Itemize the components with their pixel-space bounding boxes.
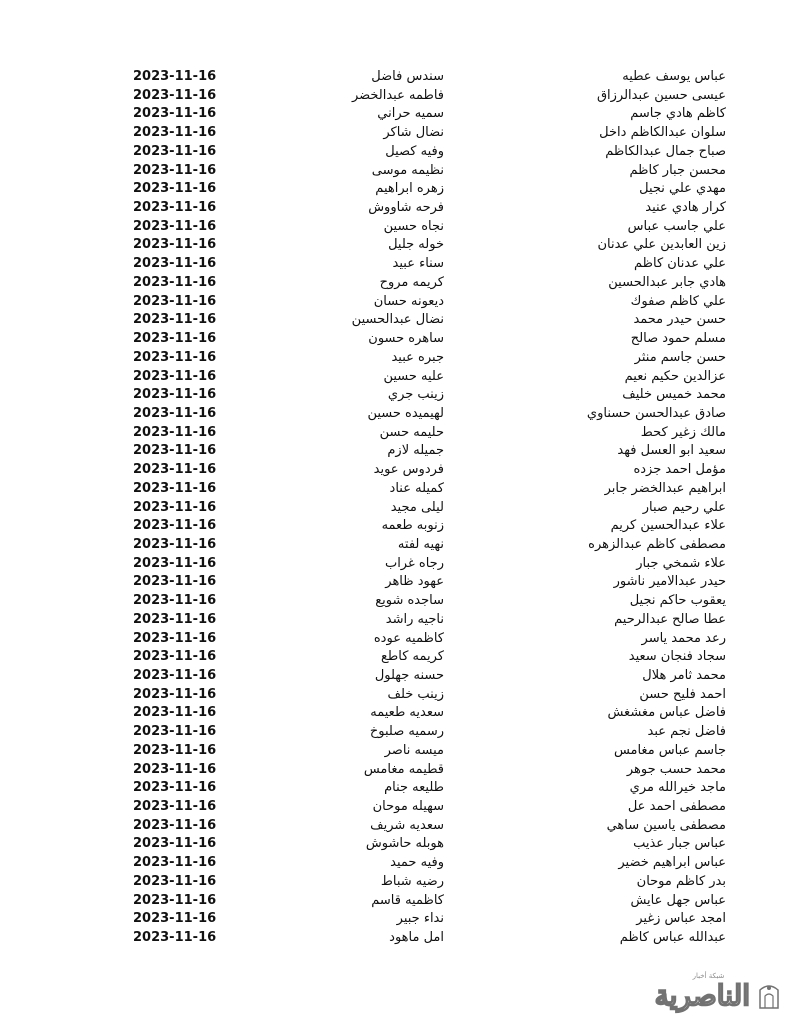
mother-name: هوبله حاشوش — [365, 836, 444, 852]
person-name: سجاد فنجان سعيد — [628, 649, 726, 665]
mother-name: ساهره حسون — [368, 331, 444, 347]
date-value: 2023-11-16 — [133, 761, 217, 777]
date-value: 2023-11-16 — [133, 274, 217, 290]
mother-name: نظيمه موسى — [371, 162, 444, 178]
date-value: 2023-11-16 — [133, 443, 217, 459]
person-name: جاسم عباس مغامس — [613, 742, 726, 758]
mother-name: زينب جري — [387, 387, 444, 403]
mother-name: ناجيه راشد — [385, 611, 444, 627]
logo-text: الناصرية — [654, 978, 750, 1012]
mother-name: فرحه شاووش — [368, 200, 444, 216]
names-list — [0, 68, 792, 948]
person-name: مصطفى كاظم عبدالزهره — [588, 536, 726, 552]
date-value: 2023-11-16 — [133, 387, 217, 403]
date-value: 2023-11-16 — [133, 499, 217, 515]
mother-name: رسميه صلبوخ — [369, 724, 444, 740]
date-value: 2023-11-16 — [133, 668, 217, 683]
mother-name: نضال شاكر — [383, 125, 444, 141]
mother-name: نضال عبدالحسين — [351, 312, 444, 328]
mother-name: خوله جليل — [388, 237, 444, 253]
mother-name: نهيه لفته — [397, 536, 444, 552]
date-value: 2023-11-16 — [133, 87, 217, 103]
date-value: 2023-11-16 — [133, 312, 217, 328]
mother-name: فاطمه عبدالخضر — [351, 87, 444, 103]
date-value: 2023-11-16 — [133, 106, 217, 122]
list-row — [0, 311, 792, 330]
date-value: 2023-11-16 — [133, 817, 217, 833]
list-row — [0, 499, 792, 518]
person-name: عباس جبار عذيب — [633, 836, 726, 852]
list-row — [0, 592, 792, 611]
person-name: علي كاظم صفوك — [630, 293, 726, 309]
person-name: محمد حسب جوهر — [626, 761, 726, 777]
date-value: 2023-11-16 — [133, 368, 217, 384]
person-name: مصطفى ياسين ساهي — [606, 817, 726, 833]
list-row — [0, 686, 792, 705]
list-row — [0, 611, 792, 630]
date-value: 2023-11-16 — [133, 424, 217, 440]
person-name: صباح جمال عبدالكاظم — [605, 143, 726, 159]
date-value: 2023-11-16 — [133, 462, 217, 478]
mother-name: كميله عناد — [389, 480, 444, 496]
person-name: عبدالله عباس كاظم — [619, 930, 726, 946]
mother-name: ليلى مجيد — [390, 499, 444, 515]
date-value: 2023-11-16 — [133, 218, 217, 234]
person-name: مصطفى احمد عل — [627, 799, 726, 815]
list-row — [0, 517, 792, 536]
date-value: 2023-11-16 — [133, 200, 217, 216]
date-value: 2023-11-16 — [133, 143, 217, 159]
person-name: محمد ثامر هلال — [642, 668, 726, 683]
mother-name: زينب خلف — [387, 686, 444, 702]
list-row — [0, 405, 792, 424]
mother-name: سميه حراني — [377, 106, 444, 122]
list-row — [0, 779, 792, 798]
list-row — [0, 180, 792, 199]
list-row — [0, 817, 792, 836]
list-row — [0, 442, 792, 461]
logo-subtitle: شبكة أخبار — [692, 972, 725, 980]
mother-name: ديعونه حسان — [373, 293, 444, 309]
date-value: 2023-11-16 — [133, 611, 217, 627]
date-value: 2023-11-16 — [133, 705, 217, 721]
list-row — [0, 218, 792, 237]
person-name: مسلم حمود صالح — [630, 331, 726, 347]
person-name: محسن جبار كاظم — [629, 162, 726, 178]
mother-name: عليه حسين — [383, 368, 444, 384]
list-row — [0, 742, 792, 761]
person-name: يعقوب حاكم نجيل — [629, 593, 726, 609]
mother-name: ميسه ناصر — [384, 742, 444, 758]
list-row — [0, 274, 792, 293]
date-value: 2023-11-16 — [133, 780, 217, 796]
mother-name: سناء عبيد — [392, 256, 444, 272]
date-value: 2023-11-16 — [133, 649, 217, 665]
mother-name: كريمه مروح — [379, 274, 444, 290]
date-value: 2023-11-16 — [133, 836, 217, 852]
list-row — [0, 480, 792, 499]
mother-name: عهود ظاهر — [385, 574, 444, 590]
mother-name: وفيه حميد — [390, 855, 444, 871]
person-name: سلوان عبدالكاظم داخل — [599, 125, 726, 141]
mother-name: طليعه جنام — [384, 780, 444, 796]
person-name: مؤمل احمد جزده — [633, 462, 726, 478]
person-name: عباس يوسف عطيه — [622, 69, 726, 84]
date-value: 2023-11-16 — [133, 293, 217, 309]
list-row — [0, 573, 792, 592]
date-value: 2023-11-16 — [133, 742, 217, 758]
list-row — [0, 236, 792, 255]
mother-name: زنوبه طعمه — [381, 518, 444, 534]
date-value: 2023-11-16 — [133, 480, 217, 496]
list-row — [0, 630, 792, 649]
mother-name: كاظميه عوده — [373, 630, 444, 646]
date-value: 2023-11-16 — [133, 574, 217, 590]
mother-name: سعديه طعيمه — [370, 705, 444, 721]
mother-name: كريمه كاطع — [380, 649, 444, 665]
date-value: 2023-11-16 — [133, 930, 217, 946]
list-row — [0, 723, 792, 742]
person-name: حسن حيدر محمد — [633, 312, 726, 328]
date-value: 2023-11-16 — [133, 237, 217, 253]
mother-name: وفيه كصيل — [385, 143, 444, 159]
person-name: كرار هادي عنيد — [645, 200, 726, 216]
date-value: 2023-11-16 — [133, 555, 217, 571]
list-row — [0, 68, 792, 87]
list-row — [0, 368, 792, 387]
list-row — [0, 648, 792, 667]
list-row — [0, 424, 792, 443]
list-row — [0, 536, 792, 555]
date-value: 2023-11-16 — [133, 181, 217, 197]
date-value: 2023-11-16 — [133, 911, 217, 927]
person-name: ابراهيم عبدالخضر جابر — [604, 480, 726, 496]
date-value: 2023-11-16 — [133, 349, 217, 365]
mother-name: حسنه جهلول — [374, 668, 444, 683]
mother-name: كاظميه قاسم — [371, 892, 444, 908]
list-row — [0, 330, 792, 349]
list-row — [0, 87, 792, 106]
person-name: عزالدين حكيم نعيم — [624, 368, 726, 384]
person-name: سعيد ابو العسل فهد — [617, 443, 726, 459]
person-name: صادق عبدالحسن حسناوي — [586, 405, 726, 421]
list-row — [0, 761, 792, 780]
person-name: حسن جاسم منثر — [634, 349, 726, 365]
list-row — [0, 892, 792, 911]
mother-name: سهيله موحان — [372, 799, 444, 815]
list-row — [0, 349, 792, 368]
date-value: 2023-11-16 — [133, 799, 217, 815]
mother-name: فردوس عويد — [373, 462, 444, 478]
person-name: كاظم هادي جاسم — [630, 106, 726, 122]
person-name: مهدي علي نجيل — [639, 181, 726, 197]
person-name: ماجد خيرالله مري — [629, 780, 726, 796]
person-name: عباس ابراهيم خضير — [618, 855, 726, 871]
list-row — [0, 555, 792, 574]
person-name: علاء شمخي جبار — [636, 555, 726, 571]
mother-name: جبره عبيد — [391, 349, 444, 365]
list-row — [0, 293, 792, 312]
list-row — [0, 798, 792, 817]
person-name: بدر كاظم موحان — [636, 873, 726, 889]
mother-name: امل ماهود — [389, 930, 444, 946]
person-name: احمد فليح حسن — [639, 686, 726, 702]
mother-name: حليمه حسن — [379, 424, 444, 440]
date-value: 2023-11-16 — [133, 686, 217, 702]
date-value: 2023-11-16 — [133, 162, 217, 178]
mother-name: نداء جبير — [396, 911, 444, 927]
person-name: عيسى حسين عبدالرزاق — [596, 87, 726, 103]
person-name: امجد عباس زغير — [636, 911, 726, 927]
list-row — [0, 162, 792, 181]
date-value: 2023-11-16 — [133, 873, 217, 889]
watermark-logo — [654, 972, 782, 1012]
mother-name: نجاه حسين — [383, 218, 444, 234]
mother-name: قطيمه مغامس — [363, 761, 444, 777]
person-name: رعد محمد ياسر — [641, 630, 726, 646]
date-value: 2023-11-16 — [133, 855, 217, 871]
person-name: علاء عبدالحسين كريم — [610, 518, 726, 534]
list-row — [0, 105, 792, 124]
date-value: 2023-11-16 — [133, 593, 217, 609]
mother-name: رضيه شباط — [380, 873, 444, 889]
date-value: 2023-11-16 — [133, 892, 217, 908]
date-value: 2023-11-16 — [133, 724, 217, 740]
person-name: فاضل نجم عبد — [647, 724, 726, 740]
date-value: 2023-11-16 — [133, 536, 217, 552]
person-name: علي رحيم صبار — [642, 499, 726, 515]
person-name: عطا صالح عبدالرحيم — [614, 611, 726, 627]
mother-name: سعديه شريف — [370, 817, 444, 833]
date-value: 2023-11-16 — [133, 256, 217, 272]
mother-name: جميله لازم — [387, 443, 444, 459]
person-name: محمد خميس خليف — [622, 387, 726, 403]
list-row — [0, 873, 792, 892]
person-name: زين العابدين علي عدنان — [597, 237, 726, 253]
logo-emblem-icon — [756, 980, 782, 1010]
mother-name: لهيميده حسين — [367, 405, 444, 421]
list-row — [0, 199, 792, 218]
mother-name: رجاه غراب — [384, 555, 444, 571]
date-value: 2023-11-16 — [133, 405, 217, 421]
list-row — [0, 255, 792, 274]
mother-name: سندس فاضل — [371, 69, 444, 84]
list-row — [0, 667, 792, 686]
person-name: حيدر عبدالامير ناشور — [613, 574, 726, 590]
person-name: مالك زغير كحط — [640, 424, 726, 440]
mother-name: ساجده شويع — [375, 593, 444, 609]
date-value: 2023-11-16 — [133, 125, 217, 141]
date-value: 2023-11-16 — [133, 630, 217, 646]
person-name: عباس جهل عايش — [630, 892, 726, 908]
date-value: 2023-11-16 — [133, 518, 217, 534]
list-row — [0, 704, 792, 723]
list-row — [0, 386, 792, 405]
person-name: فاضل عباس مغشغش — [607, 705, 726, 721]
person-name: علي جاسب عباس — [627, 218, 726, 234]
date-value: 2023-11-16 — [133, 69, 217, 84]
list-row — [0, 143, 792, 162]
date-value: 2023-11-16 — [133, 331, 217, 347]
person-name: هادي جابر عبدالحسين — [608, 274, 726, 290]
list-row — [0, 910, 792, 929]
mother-name: زهره ابراهيم — [375, 181, 444, 197]
person-name: علي عدنان كاظم — [633, 256, 726, 272]
list-row — [0, 929, 792, 948]
list-row — [0, 124, 792, 143]
list-row — [0, 835, 792, 854]
list-row — [0, 461, 792, 480]
list-row — [0, 854, 792, 873]
